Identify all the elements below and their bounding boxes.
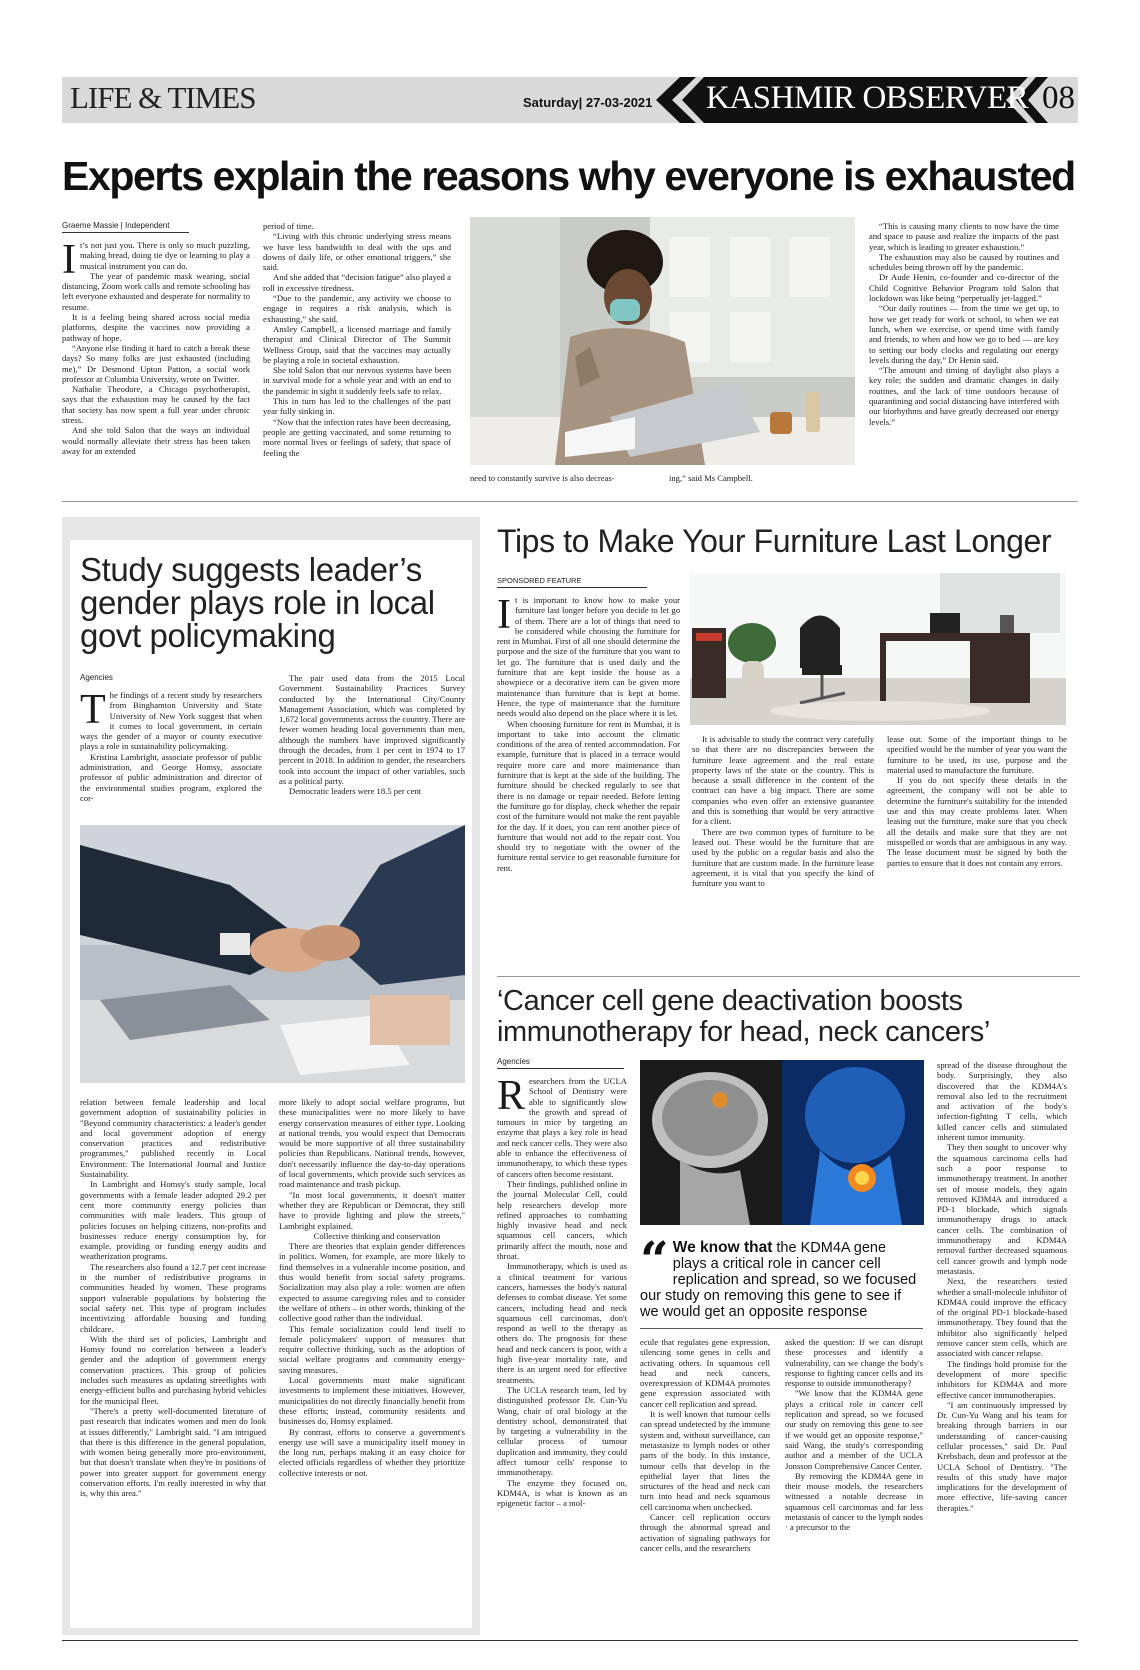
paragraph: In Lambright and Homsy's study sample, local governments with a female leader adopted 29.2 per cent more community energy policies than communities with male leaders. This group of policies focuses on helping citizens, non-profits and businesses reduce energy consumption by, for example, providing or funding energy audits and weatherization programs. bbox=[80, 1179, 266, 1262]
paragraph: “Our daily routines — from the time we get up, to how we get ready for work or school, to when we eat lunch, when we exercise, or spend time with family and friends, to when and how we go to bed — are key to setting our body clocks and regulating our energy levels during the day,” Dr Henin said. bbox=[869, 303, 1059, 365]
paragraph: ecule that regulates gene expression, silencing some genes in cells and activating others. In squamous cell head and neck cancers, overexpression of KDM4A promotes gene expression associated with cancer cell replication and spread. bbox=[640, 1337, 770, 1409]
page-bottom-rule bbox=[62, 1640, 1078, 1641]
paragraph: asked the question: If we can disrupt these processes and identify a vulnerability, can we change the body's response to fighting cancer cells and its response to outside immunotherapy? bbox=[785, 1337, 923, 1389]
handshake-photo bbox=[80, 825, 465, 1083]
section-title: LIFE & TIMES bbox=[70, 80, 256, 115]
paragraph: The findings hold promise for the development of more specific inhibitors for KDM4A and more effective cancer immunotherapies. bbox=[937, 1358, 1067, 1400]
pull-quote bbox=[640, 1230, 923, 1320]
main-col-2 bbox=[263, 221, 451, 485]
cancer-col-3 bbox=[785, 1337, 923, 1637]
furniture-col-1 bbox=[497, 595, 680, 970]
paragraph: "There's a pretty well-documented literature of past research that indicates women and men do look at issues differently," Lambright said. "I am intrigued that there is this difference in the general population, with women being generally more pro-environment, but that doesn't translate when they're in positions of power into greater support for government energy conservation efforts. I'm really interested in why that is, why this area." bbox=[80, 1405, 266, 1499]
paragraph: Kristina Lambright, associate professor of public administration, and George Homsy, associate professor of public administration and director of the environmental studies program, explored the cor- bbox=[80, 751, 262, 803]
furniture-divider bbox=[497, 976, 1080, 977]
paragraph: It is advisable to study the contract very carefully so that there are no discrepancies between the furniture lease agreement and the real estate property laws of the state or the country. This is because a small difference in the content of the contract can have a big impact. There are some companies who even offer an extensive guarantee and this is something that would be very attractive for a client. bbox=[692, 734, 874, 827]
office-furniture-photo bbox=[690, 573, 1066, 725]
study-top-col-2 bbox=[279, 673, 465, 813]
paragraph: “This is causing many clients to now have the time and space to pause and realize the impacts of the past year, which is leading to greater exhaustion.” bbox=[869, 221, 1059, 252]
dropcap: T bbox=[80, 690, 106, 733]
paragraph: Local governments must make significant investments to implement these initiatives. However, municipalities do not directly financially benefit from these efforts; instead, community residents and businesses do, Homsy explained. bbox=[279, 1375, 465, 1427]
dropcap: I bbox=[497, 595, 511, 638]
study-top-col-1 bbox=[80, 690, 262, 813]
paragraph: When choosing furniture for rent in Mumbai, it is important to take into account the climatic conditions of the area of rented accommodation. For example, furniture that is placed in a terrace would require more care and more maintenance than furniture that is kept at the side of the building. The furniture should be checked regularly to see that there is no damage or repair needed. Before letting the furniture go for display, check whether the repair cost of the furniture would not make the rent payable for the day. If it does, you can rent another piece of furniture that would not add to the repair cost. You should try to negotiate with the owner of the furniture rental service to get reasonable furniture for rent. bbox=[497, 718, 680, 873]
pull-quote-lead: We know that bbox=[672, 1239, 773, 1256]
paragraph: "We know that the KDM4A gene plays a critical role in cancer cell replication and spread, so we focused our study on removing this gene to see if we would get an opposite response," said Wang, the study's corresponding author and a member of the UCLA Jonsson Comprehensive Cancer Center. bbox=[785, 1388, 923, 1471]
section-divider bbox=[62, 501, 1078, 502]
paragraph: lease out. Some of the important things to be specified would be the number of year you want the furniture to be used, its use, purpose and the material used to manufacture the furniture. bbox=[887, 734, 1067, 775]
paragraph: Their findings, published online in the journal Molecular Cell, could help researchers develop more refined approaches to combatting highly invasive head and neck squamous cell cancers, which primarily affect the mouth, nose and throat. bbox=[497, 1178, 627, 1262]
paragraph: It is well known that tumour cells can spread undetected by the immune system and, without surveillance, can metastasize to lymph nodes or other parts of the body. In this instance, tumour cells that develop in the epithelial layer that lines the structures of the head and neck can turn into head and neck squamous cell carcinoma when unchecked. bbox=[640, 1409, 770, 1512]
main-byline: Graeme Massie | Independent bbox=[62, 221, 189, 233]
paragraph: The enzyme they focused on, KDM4A, is what is known as an epigenetic factor – a mol- bbox=[497, 1477, 627, 1509]
paragraph: esearchers from the UCLA School of Dentistry were able to significantly slow the growth and spread of tumours in mice by targeting an enzyme that plays a key role in head and neck cancer cells. They were also able to enhance the effectiveness of immunotherapy, to which these types of cancers often become resistant. bbox=[497, 1076, 627, 1179]
paragraph: The year of pandemic mask wearing, social distancing, Zoom work calls and remote schooling has left everyone exhausted and desperate for normality to resume. bbox=[62, 270, 250, 312]
paragraph: “Due to the pandemic, any activity we choose to engage in requires a risk analysis, which is exhausting,” she said. bbox=[263, 293, 451, 324]
paragraph: Ansley Campbell, a licensed marriage and family therapist and Clinical Director of The Summit Wellness Group, said that the vaccines may actually be playing a role in societal exhaustion. bbox=[263, 323, 451, 365]
paragraph: The researchers also found a 12.7 per cent increase in the number of redistributive programs in communities headed by women. These programs support vulnerable populations by bolstering the social safety net. This type of program includes incentivizing affordable housing and funding childcare. bbox=[80, 1261, 266, 1334]
paragraph: more likely to adopt social welfare programs, but these municipalities were no more likely to have energy conservation measures of either type. Looking at national trends, you would expect that Democrats would be more supportive of all three sustainability policies than Republicans. National trends, however, don't necessarily influence the day-to-day operations of local governments, which provide such services as road maintenance and trash pickup. bbox=[279, 1097, 465, 1190]
paragraph: Democratic leaders were 18.5 per cent bbox=[289, 786, 422, 797]
cancer-col-4 bbox=[937, 1060, 1067, 1637]
paragraph: spread of the disease throughout the body. Surprisingly, they also discovered that the KDM4A's removal also led to the recruitment and activation of the body's infection-fighting T cells, which killed cancer cells and stimulated inherent tumor immunity. bbox=[937, 1060, 1067, 1143]
paragraph: There are two common types of furniture to be leased out. These would be the furniture that are used by the public on a regular basis and also the furniture that are custom made. In the furniture lease agreement, it is vital that you specify the kind of furniture you want to bbox=[692, 826, 874, 889]
paragraph: Cancer cell replication occurs through the abnormal spread and activation of signaling pathways for cancer cells, and the researchers bbox=[640, 1512, 770, 1553]
furniture-kicker: SPONSORED FEATURE bbox=[497, 576, 647, 588]
dropcap: I bbox=[62, 240, 76, 283]
subheading: Collective thinking and conservation bbox=[313, 1230, 441, 1241]
main-under-photo-left: need to constantly survive is also decreas- bbox=[470, 473, 615, 483]
paragraph: This in turn has led to the challenges of the past year fully sinking in. bbox=[263, 396, 451, 417]
paragraph: Immunotherapy, which is used as a clinical treatment for various cancers, harnesses the body's natural defenses to combat disease. Yet some cancers, including head and neck squamous cell carcinomas, don't respond as well to the therapy as others do. The prognosis for these head and neck cancers is poor, with a high five-year mortality rate, and there is an urgent need for effective treatments. bbox=[497, 1261, 627, 1385]
main-under-photo-right: ing,” said Ms Campbell. bbox=[669, 473, 753, 483]
pull-quote-rule bbox=[640, 1328, 923, 1329]
exhausted-woman-photo bbox=[470, 217, 855, 465]
page-number: 08 bbox=[1042, 80, 1075, 116]
paragraph: With the third set of policies, Lambright and Homsy found no correlation between a leader's gender and the adoption of government energy conservation practices. This group of policies includes such measures as updating streetlights with energy-efficient bulbs and purchasing hybrid vehicles for the municipal fleet. bbox=[80, 1333, 266, 1406]
paragraph: "In most local governments, it doesn't matter whether they are Republican or Democrat, they still have to provide lighting and plow the streets," Lambright explained. bbox=[279, 1189, 465, 1231]
paragraph: relation between female leadership and local government adoption of sustainability policies in "Beyond community characteristics: a leader's gender and local government adoption of energy conservation practices and redistributive programmes," published recently in Local Environment: The International Journal and Justice Sustainability. bbox=[80, 1097, 266, 1180]
study-bot-col-2 bbox=[279, 1097, 465, 1627]
furniture-headline: Tips to Make Your Furniture Last Longer bbox=[497, 523, 1052, 559]
paragraph: And she added that “decision fatigue” also played a roll in excessive tiredness. bbox=[263, 272, 451, 293]
paragraph: t is important to know how to make your furniture last longer before you decide to let go of them. There are a lot of things that need to be considered while choosing the furniture for rent in Mumbai. First of all one should determine the purpose and the size of the furniture that you want to let go. The furniture that is used daily and the furniture that are kept inside the house as a showpiece or a decorative item can be given more maintenance than furniture that is kept at home. Hence, the type of maintenance that the furniture needs would also depend on the place where it is let. bbox=[497, 595, 680, 719]
paragraph: This female socialization could lend itself to female policymakers' support of measures that require collective thinking, such as the adoption of social welfare programs and community energy-saving measures. bbox=[279, 1323, 465, 1375]
paragraph: And she told Salon that the ways an individual would normally alleviate their stress has been taken away for an extended bbox=[62, 425, 250, 456]
issue-date: Saturday| 27-03-2021 bbox=[523, 95, 653, 110]
paragraph: “Living with this chronic underlying stress means we have less bandwidth to deal with the ups and downs of daily life, or other emotional triggers,” she said. bbox=[263, 231, 451, 273]
paragraph: he findings of a recent study by researchers from Binghamton University and State University of New York suggest that when it comes to local government, in certain ways the gender of a mayor or county executive plays a role in sustainability policymaking. bbox=[80, 690, 262, 752]
paragraph: By removing the KDM4A gene in their mouse models, the researchers witnessed a notable decrease in squamous cell carcinomas and far less metastasis of cancer to the lymph nodes · a precursor to the bbox=[785, 1470, 923, 1533]
furniture-col-2 bbox=[692, 734, 874, 970]
paragraph: “Anyone else finding it hard to catch a break these days? So many folks are just exhausted (including me),” Dr Desmond Upton Patton, a social work professor at Columbia University, wrote on Twitter. bbox=[62, 342, 250, 384]
study-byline: Agencies bbox=[80, 673, 113, 682]
newspaper-name: KASHMIR OBSERVER bbox=[706, 80, 1029, 116]
paragraph: Nathalie Theodore, a Chicago psychotherapist, says that the exhaustion may be caused by the fact that society has now spent a full year under chronic stress. bbox=[62, 384, 250, 426]
paragraph: It is a feeling being shared across social media platforms, despite the vaccines now providing a pathway of hope. bbox=[62, 312, 250, 343]
paragraph: She told Salon that our nervous systems have been in survival mode for a whole year and with an end to the pandemic in sight it suddenly feels safe to relax. bbox=[263, 365, 451, 396]
quote-mark-icon: “ bbox=[640, 1230, 669, 1289]
paragraph: By contrast, efforts to conserve a government's energy use will save a municipality itself money in the long run, perhaps making it an easy choice for elected officials regardless of whether they prioritize collective interests or not. bbox=[279, 1426, 465, 1478]
paragraph: There are theories that explain gender differences in politics. Women, for example, are more likely to find themselves in a vulnerable income position, and thus would benefit from social safety programs. Socialization may also play a role: women are often expected to assume caregiving roles and to consider the welfare of others – in other words, thinking of the collective good rather than the individual. bbox=[279, 1241, 465, 1324]
study-headline: Study suggests leader’s gender plays role in local govt policymaking bbox=[80, 551, 435, 654]
cancer-byline: Agencies bbox=[497, 1057, 624, 1069]
cancer-headline: ‘Cancer cell gene deactivation boosts immunotherapy for head, neck cancers’ bbox=[497, 985, 990, 1048]
paragraph: "I am continuously impressed by Dr. Cun-Yu Wang and his team for breaking through barriers in our understanding of cancer-causing cellular processes," said Dr. Paul Krebsbach, dean and professor at the UCLA School of Dentistry. "The results of this study have major implications for the development of more effective, life-saving cancer therapies." bbox=[937, 1399, 1067, 1513]
pull-quote-text: the KDM4A gene plays a critical role in cancer cell replication and spread, so we focused our study on removing this gene to see if we would get an opposite response bbox=[640, 1240, 917, 1320]
paragraph: “Now that the infection rates have been decreasing, people are getting vaccinated, and some returning to more normal lives or feelings of safety, that space of feeling the bbox=[263, 416, 451, 458]
head-scan-photo bbox=[640, 1060, 924, 1225]
furniture-col-3 bbox=[887, 734, 1067, 970]
paragraph: The pair used data from the 2015 Local Government Sustainability Practices Survey conducted by the International City/County Management Association, which was completed by 1,672 local governments across the country. There are fewer women heading local governments than men, although the numbers have improved significantly through the decades, from 1 per cent in 1974 to 17 percent in 2018. In addition to gender, the researchers took into account the impact of other variables, such as a political party. bbox=[279, 673, 465, 786]
paragraph: period of time. bbox=[263, 221, 314, 231]
main-col-1 bbox=[62, 240, 250, 485]
main-col-4 bbox=[869, 221, 1059, 485]
study-bot-col-1 bbox=[80, 1097, 266, 1627]
paragraph: Dr Aude Henin, co-founder and co-director of the Child Cognitive Behavior Program told Salon that lockdown was like being “perpetually jet-lagged.” bbox=[869, 272, 1059, 304]
paragraph: t’s not just you. There is only so much puzzling, making bread, doing tie dye or learning to play a musical instrument you can do. bbox=[80, 240, 250, 271]
paragraph: The UCLA research team, led by distinguished professor Dr. Cun-Yu Wang, chair of oral biology at the dentistry school, demonstrated that by targeting a vulnerability in the cellular process of tumour duplication and immunity, they could affect tumour cells' response to immunotherapy. bbox=[497, 1384, 627, 1478]
paragraph: Next, the researchers tested whether a small-molecule inhibitor of KDM4A could improve the efficacy of the original PD-1 blockade-based immunotherapy. They found that the inhibitor also significantly helped remove cancer stem cells, which are associated with cancer relapse. bbox=[937, 1276, 1067, 1359]
main-headline: Experts explain the reasons why everyone is exhausted bbox=[62, 153, 1075, 199]
paragraph: The exhaustion may also be caused by routines and schedules being thrown off by the pandemic. bbox=[869, 251, 1059, 273]
cancer-col-1 bbox=[497, 1076, 627, 1636]
paragraph: They then sought to uncover why the squamous carcinoma cells had such a poor response to immunotherapy treatment. In another set of mouse models, they again removed KDM4A and introduced a PD-1 blockade, which signals immunotherapy drugs to attack cancer cells. The combination of immunotherapy and KDM4A removal further decreased squamous cell cancer growth and lymph node metastasis. bbox=[937, 1142, 1067, 1276]
cancer-col-2 bbox=[640, 1337, 770, 1637]
paragraph: If you do not specify these details in the agreement, the company will not be able to determine the furniture's suitability for the intended use and this may create problems later. When leasing out the furniture, make sure that you check all the details and make sure that they are not misspelled or words that are ambiguous in any way. The lease document must be signed by both the parties to ensure that it does not contain any errors. bbox=[887, 775, 1067, 868]
paragraph: “The amount and timing of daylight also plays a key role; the sudden and dramatic changes in daily routines, and the lack of time outdoors because of quarantining and social distancing have interfered with our biorhythms and have greatly decreased our energy levels.” bbox=[869, 365, 1059, 427]
dropcap: R bbox=[497, 1076, 526, 1119]
